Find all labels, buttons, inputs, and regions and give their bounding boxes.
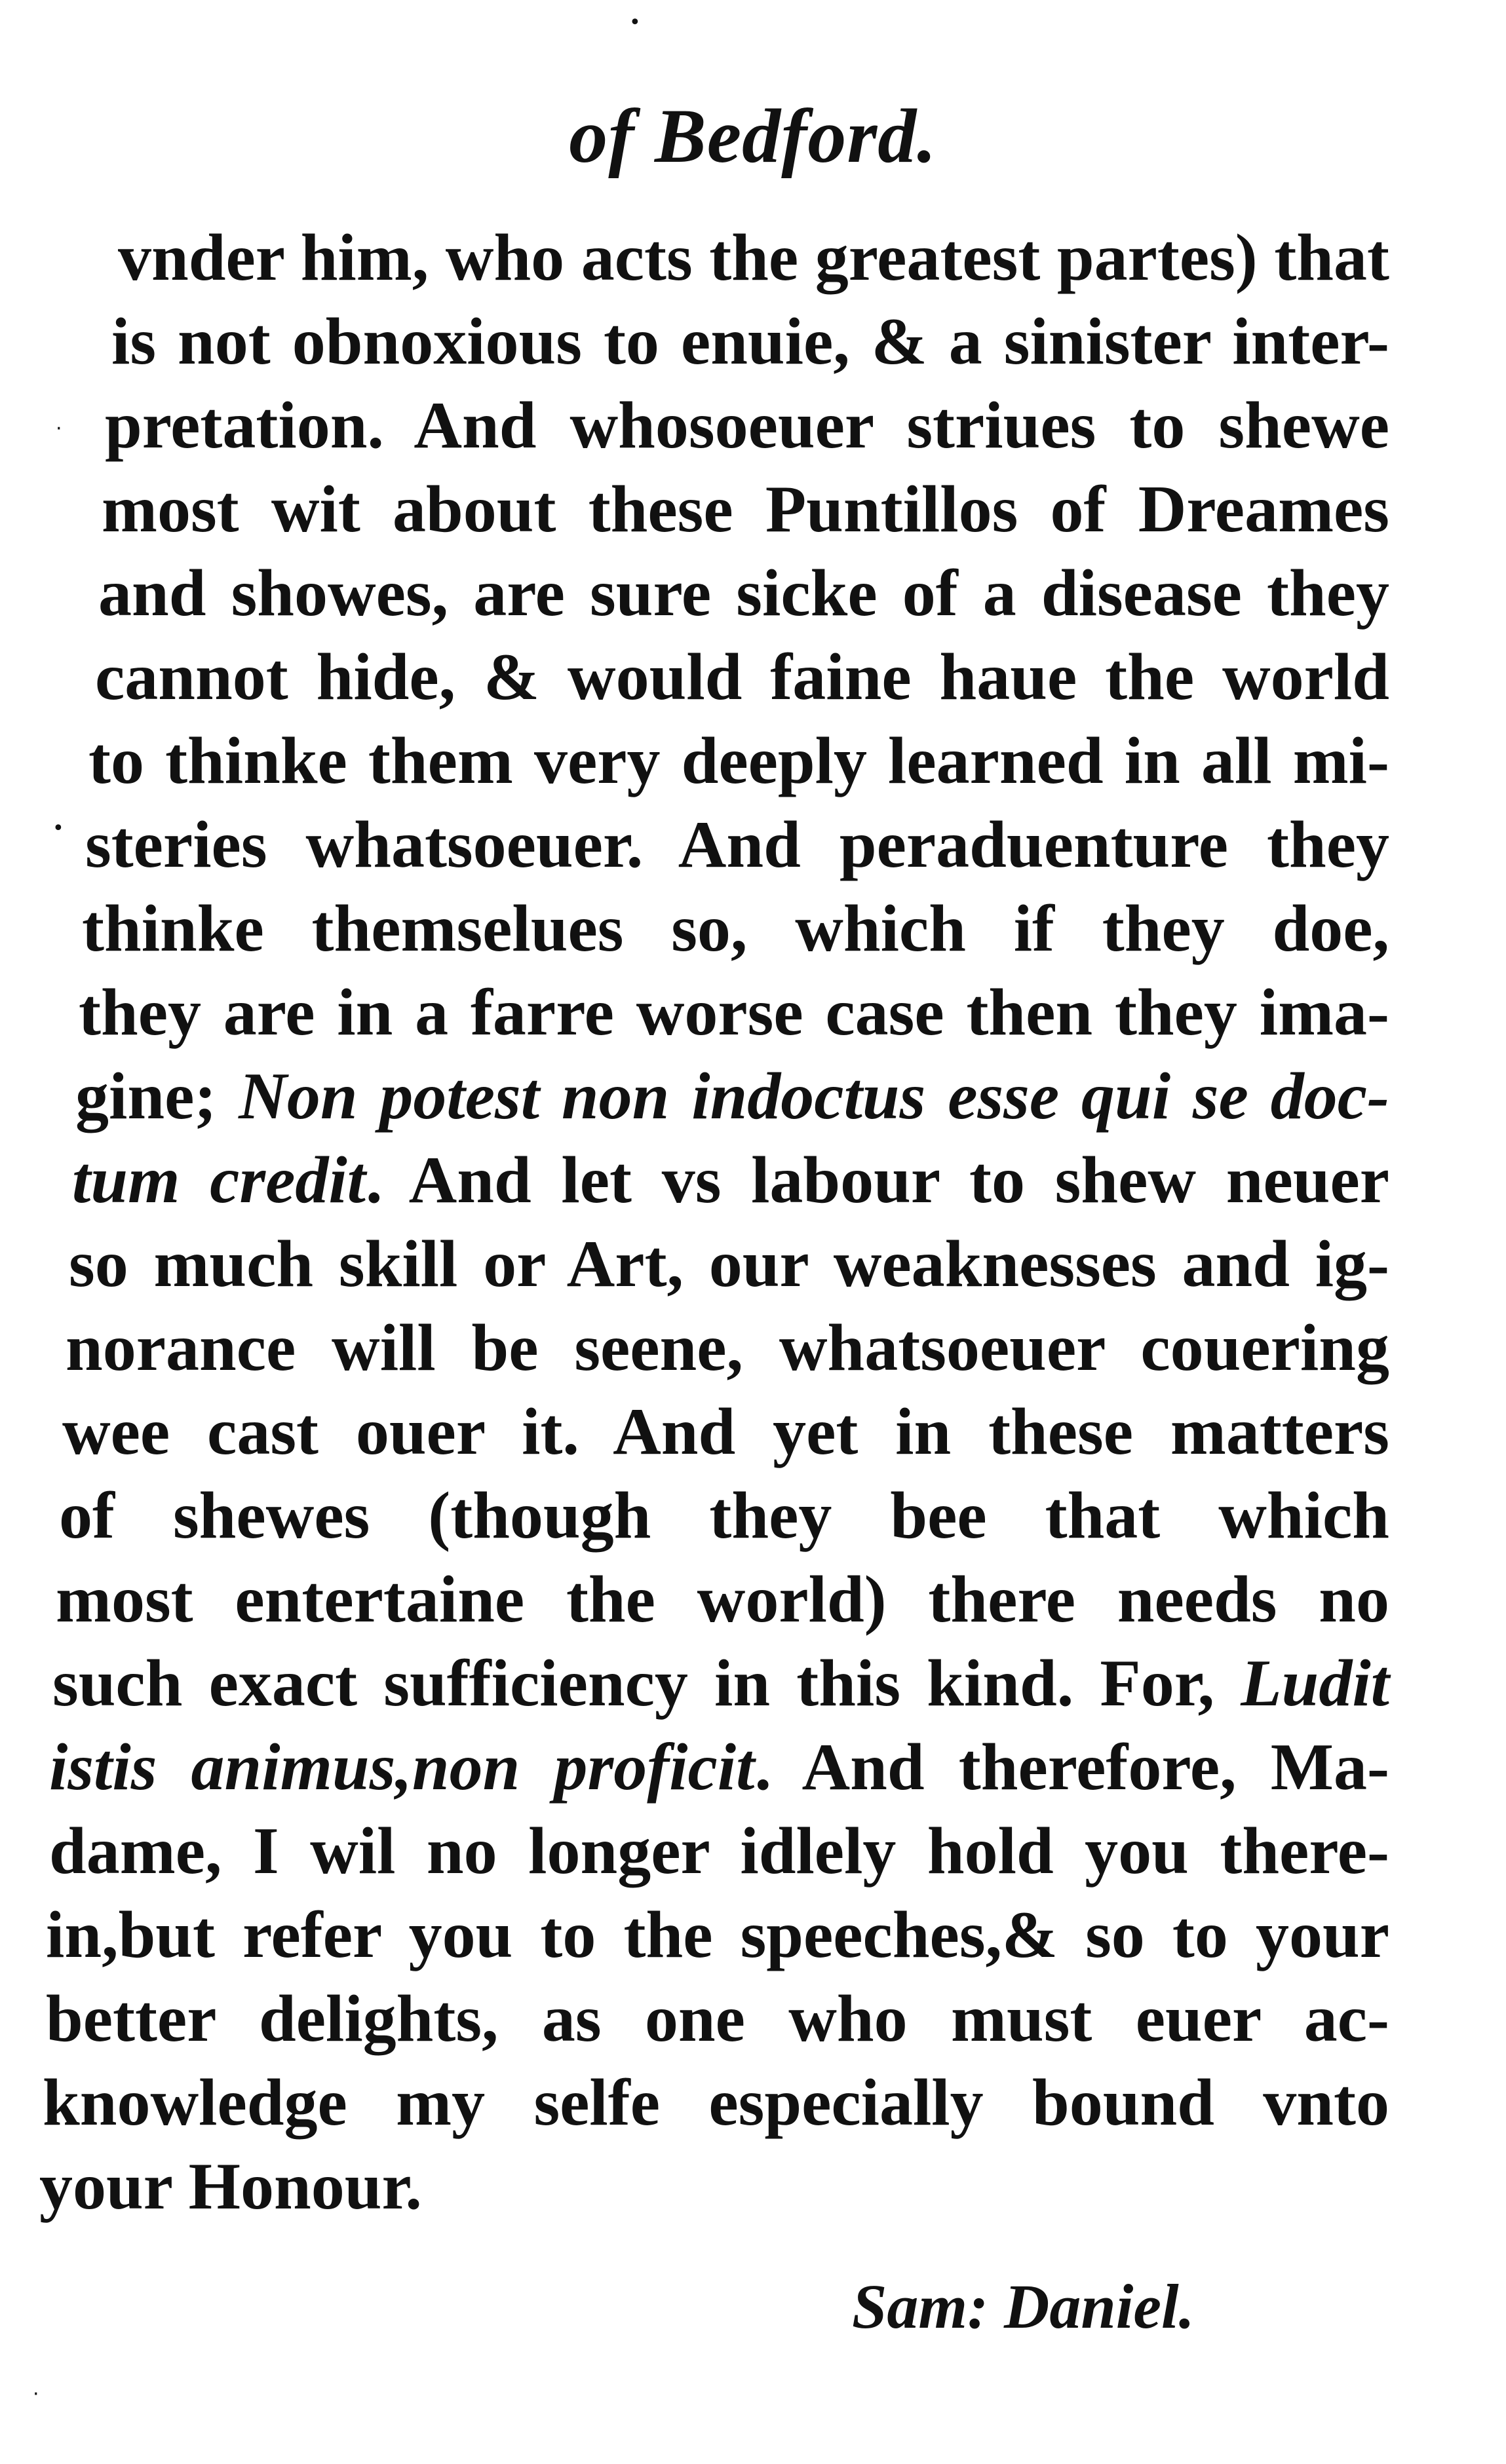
text-span: dame, I wil no longer idlely hold you there- xyxy=(49,1814,1389,1888)
text-line xyxy=(72,1139,1389,1223)
text-span: better delights, as one who must euer ac- xyxy=(46,1982,1389,2056)
text-line xyxy=(46,1977,1389,2061)
text-line xyxy=(39,2145,1389,2229)
text-line xyxy=(118,216,1389,300)
text-line xyxy=(95,635,1389,719)
italic-text: Ludit xyxy=(1241,1646,1389,1720)
text-line xyxy=(79,971,1389,1055)
text-line xyxy=(69,1223,1389,1306)
text-span: wee cast ouer it. And yet in these matters xyxy=(62,1395,1389,1469)
text-span: your Honour. xyxy=(39,2150,422,2224)
text-line xyxy=(98,552,1389,635)
text-span: steries whatsoeuer. And peraduenture they xyxy=(85,808,1389,882)
italic-text: Non potest non indoctus esse qui se doc- xyxy=(239,1059,1389,1133)
text-span: norance will be seene, whatsoeuer couering xyxy=(66,1311,1389,1385)
text-line xyxy=(49,1810,1389,1893)
text-span: knowledge my selfe especially bound vnto xyxy=(43,2066,1389,2140)
text-span: to thinke them very deeply learned in all mi- xyxy=(88,724,1389,798)
text-span: and showes, are sure sicke of a disease they xyxy=(98,556,1389,630)
text-line xyxy=(46,1893,1389,1977)
text-line xyxy=(56,1558,1389,1642)
text-span: . And therefore, Ma- xyxy=(754,1730,1389,1804)
text-span: . And let vs labour to shew neuer xyxy=(366,1143,1389,1217)
text-line xyxy=(88,719,1389,803)
text-span: thinke themselues so, which if they doe, xyxy=(82,892,1389,966)
text-span: so much skill or Art, our weaknesses and ig- xyxy=(69,1227,1389,1301)
text-line xyxy=(59,1474,1389,1558)
text-span: such exact sufficiency in this kind. For, xyxy=(52,1646,1241,1720)
text-span: of shewes (though they bee that which xyxy=(59,1479,1389,1553)
text-line xyxy=(49,1726,1389,1810)
text-line xyxy=(66,1306,1389,1390)
stray-mark: · xyxy=(33,2383,39,2406)
text-line xyxy=(62,1390,1389,1474)
page-header: of Bedford. xyxy=(569,93,937,179)
text-line xyxy=(75,1055,1389,1139)
stray-mark: • xyxy=(629,11,641,34)
text-span: most wit about these Puntillos of Dreames xyxy=(102,472,1389,546)
text-line xyxy=(43,2061,1389,2145)
stray-mark: · xyxy=(56,417,62,440)
body-text xyxy=(39,216,1448,2229)
stray-mark: • xyxy=(52,817,64,840)
text-line xyxy=(111,300,1389,384)
text-span: is not obnoxious to enuie, & a sinister inter- xyxy=(111,305,1389,379)
text-span: pretation. And whosoeuer striues to shewe xyxy=(105,389,1389,463)
text-line xyxy=(85,803,1389,887)
text-line xyxy=(52,1642,1389,1726)
text-span: cannot hide, & would faine haue the world xyxy=(95,640,1389,714)
italic-text: tum credit xyxy=(72,1143,366,1217)
text-line xyxy=(105,384,1389,468)
text-line xyxy=(102,468,1389,552)
text-line xyxy=(82,887,1389,971)
text-span: they are in a farre worse case then they ima- xyxy=(79,976,1389,1050)
text-span: vnder him, who acts the greatest partes) that xyxy=(118,221,1389,295)
signature: Sam: Daniel. xyxy=(852,2271,1195,2341)
text-span: most entertaine the world) there needs no xyxy=(56,1563,1389,1637)
italic-text: istis animus,non proficit xyxy=(49,1730,755,1804)
text-span: gine; xyxy=(75,1059,239,1133)
text-span: in,but refer you to the speeches,& so to your xyxy=(46,1898,1389,1972)
